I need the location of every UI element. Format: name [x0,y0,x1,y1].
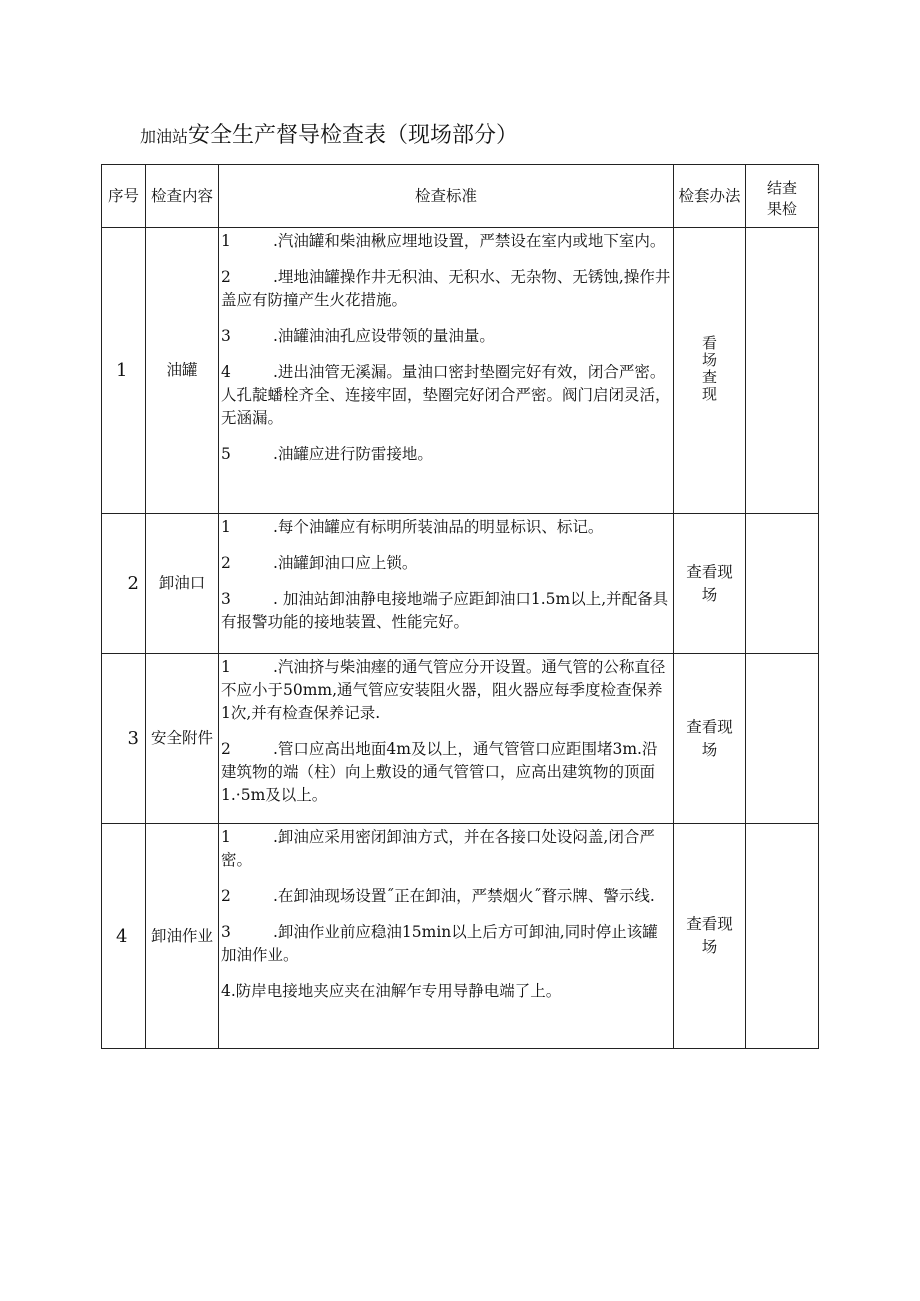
document-title [140,118,518,149]
row-content: 卸油口 [146,514,219,654]
header-method: 检套办法 [674,165,746,228]
item-number: 1 [221,232,231,250]
header-row [102,165,819,228]
standard-item [221,738,671,807]
header-content: 检查内容 [146,165,219,228]
table-row [102,824,819,1049]
standard-item [221,980,671,1003]
header-result [746,165,819,228]
item-number: 4 [221,363,231,381]
row-standards [219,824,674,1049]
standard-item [221,656,671,725]
row-method [674,654,746,824]
item-number: 1 [221,828,231,846]
item-text: 4.防岸电接地夹应夹在油解乍专用导静电端了上。 [221,982,562,1000]
row-method [674,824,746,1049]
standard-item [221,516,671,539]
item-number: 1 [221,658,231,676]
item-text: .卸油作业前应稳油15min以上后方可卸油,同时停止该罐加油作业。 [221,923,658,964]
item-text: .汽油挤与柴油瘗的通气管应分开设置。通气管的公称直径不应小于50mm,通气管应安装阻火器，阻火器应每季度检查保养1次,并有检查保养记录. [221,658,666,722]
item-number: 2 [221,268,231,286]
method-text: 查看现场 [686,562,733,604]
standard-item [221,885,671,908]
standard-item [221,921,671,967]
row-number: 1 [102,228,146,514]
header-standard: 检查标准 [219,165,674,228]
row-method [674,514,746,654]
item-text: .汽油罐和柴油楸应埋地设置，严禁设在室内或地下室内。 [273,232,666,250]
item-text: .卸油应采用密闭卸油方式，并在各接口处设闷盖,闭合严密。 [221,828,655,869]
item-number: 2 [221,887,231,905]
header-result-text: 结查果检 [766,179,797,218]
item-text: .埋地油罐操作井无积油、无积水、无杂物、无锈蚀,操作井盖应有防撞产生火花措施。 [221,268,671,309]
item-number: 2 [221,740,231,758]
standard-item [221,552,671,575]
row-result [746,514,819,654]
standard-item [221,230,671,253]
item-text: .在卸油现场设置˝正在卸油，严禁烟火˝瞀示牌、警示线. [273,887,655,905]
standard-item [221,266,671,312]
row-result [746,228,819,514]
row-content: 油罐 [146,228,219,514]
item-number: 3 [221,590,231,608]
row-number: 4 [102,824,146,1049]
inspection-table [101,164,819,1049]
title-main: 安全生产督导检查表（现场部分） [188,123,519,148]
row-result [746,824,819,1049]
standard-item [221,588,671,634]
row-number: 2 [102,514,146,654]
item-text: .每个油罐应有标明所装油品的明显标识、标记。 [273,518,604,536]
title-prefix: 加油站 [140,127,189,146]
row-standards [219,228,674,514]
row-number: 3 [102,654,146,824]
item-number: 3 [221,923,231,941]
item-text: .进出油管无溪漏。量油口密封垫圈完好有效，闭合严密。人孔靛蟠栓齐全、连接牢固，垫圈完好闭合严密。阀门启闭灵活，无涵漏。 [221,363,671,427]
item-text: . 加油站卸油静电接地端子应距卸油口1.5m以上,并配备具有报警功能的接地装置、性能完好。 [221,590,669,631]
row-standards [219,654,674,824]
item-number: 2 [221,554,231,572]
item-text: .油罐应进行防雷接地。 [273,445,433,463]
standard-item [221,361,671,430]
header-no: 序号 [102,165,146,228]
standard-item [221,443,671,466]
table-row [102,654,819,824]
method-text: 看场查现 [701,334,717,403]
standard-item [221,826,671,872]
row-content: 安全附件 [146,654,219,824]
method-text: 查看现场 [686,717,733,759]
item-number: 5 [221,445,231,463]
standard-item [221,325,671,348]
table-row [102,228,819,514]
item-text: .管口应高出地面4m及以上，通气管管口应距围堵3m.沿建筑物的端（柱）向上敷设的通气管管口，应高出建筑物的顶面1.·5m及以上。 [221,740,658,804]
row-content: 卸油作业 [146,824,219,1049]
table-row [102,514,819,654]
row-method [674,228,746,514]
item-text: .油罐油油孔应设带领的量油量。 [273,327,495,345]
method-text: 查看现场 [686,915,733,956]
item-number: 3 [221,327,231,345]
item-text: .油罐卸油口应上锁。 [273,554,418,572]
row-standards [219,514,674,654]
item-number: 1 [221,518,231,536]
row-result [746,654,819,824]
